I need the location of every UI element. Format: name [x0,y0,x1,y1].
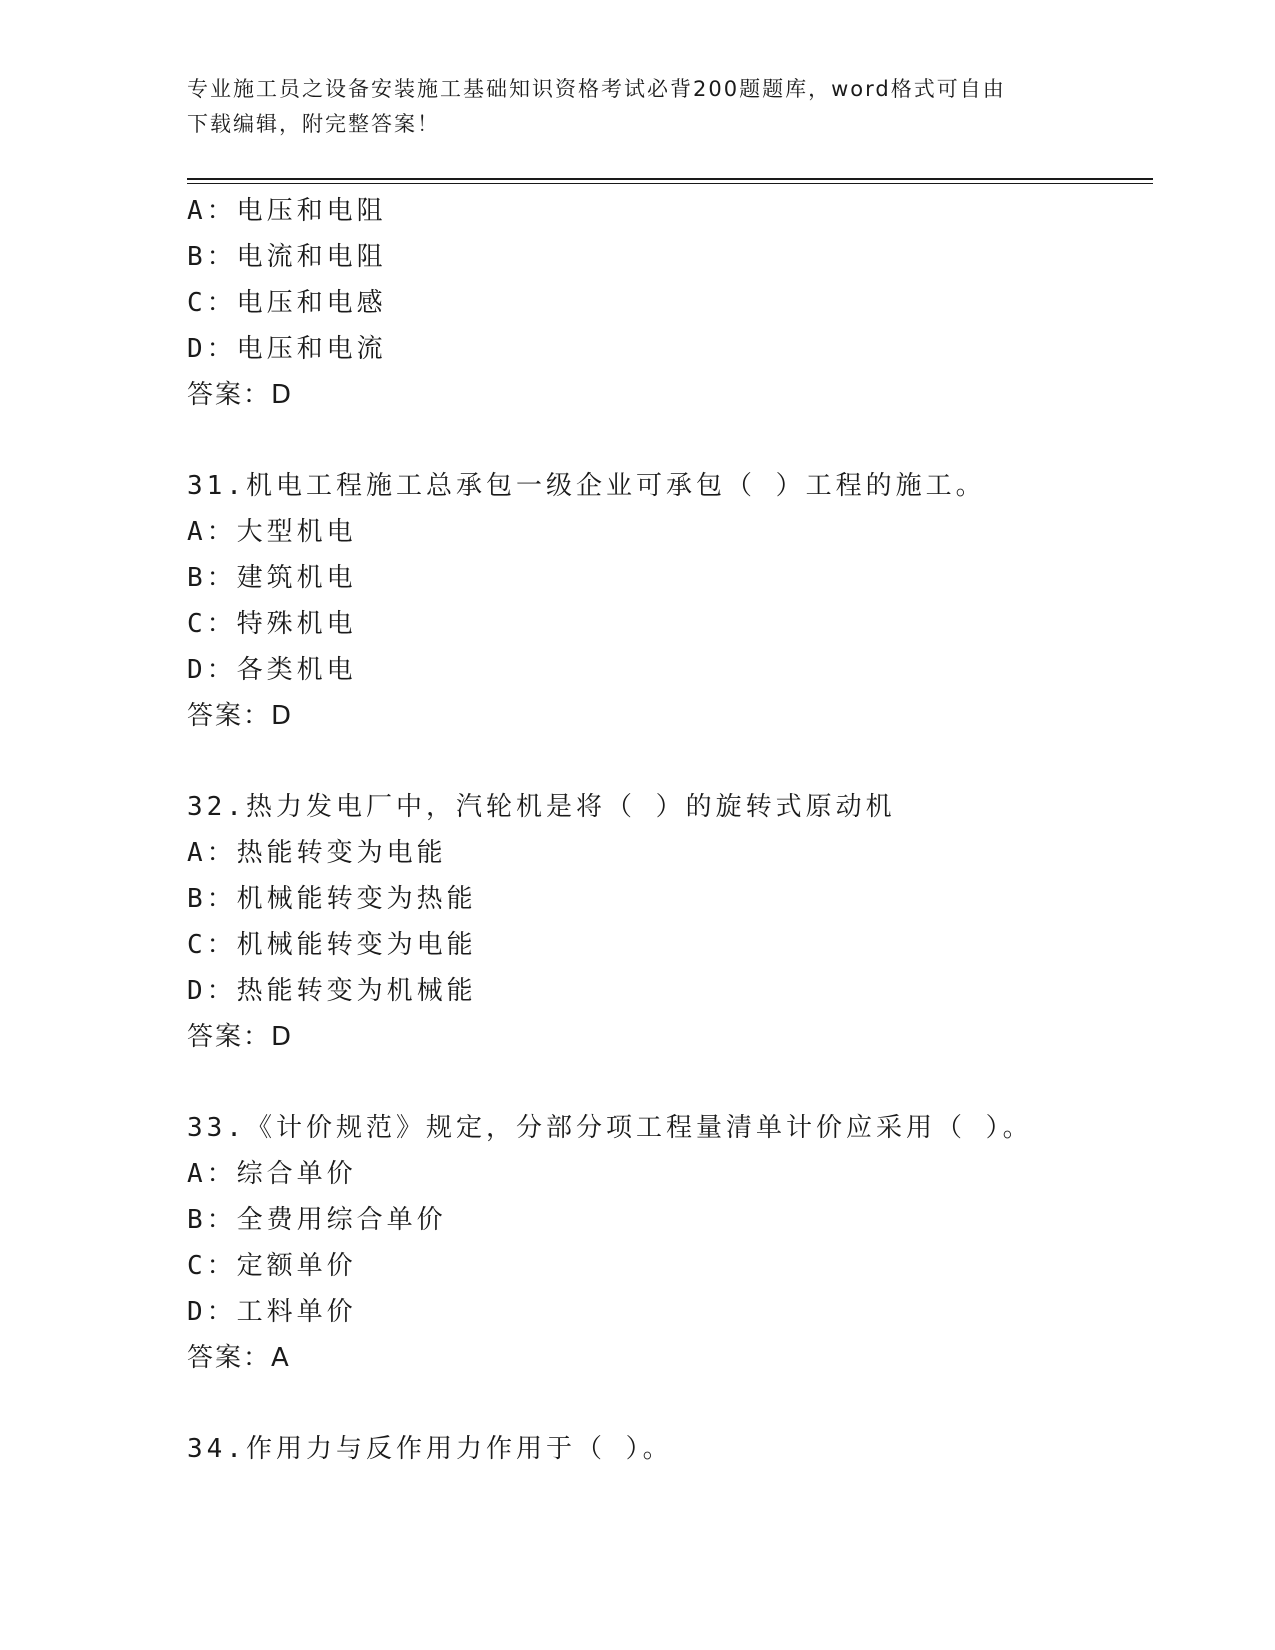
header-divider-top [187,178,1153,180]
option-c: C：电压和电感 [187,288,387,318]
question-stem: 32.热力发电厂中，汽轮机是将（ ）的旋转式原动机 [187,792,896,822]
option-b: B：建筑机电 [187,563,357,593]
document-header [187,72,1077,142]
answer-line: 答案：A [187,1343,291,1373]
option-a: A：热能转变为电能 [187,838,447,868]
option-a: A：综合单价 [187,1159,357,1189]
header-divider-bottom [187,183,1153,184]
option-d: D：各类机电 [187,655,357,685]
question-stem: 34.作用力与反作用力作用于（ ）。 [187,1434,673,1464]
option-a: A：大型机电 [187,517,357,547]
answer-line: 答案：D [187,380,294,410]
header-line-2: 下载编辑，附完整答案！ [187,112,440,136]
question-stem: 31.机电工程施工总承包一级企业可承包（ ）工程的施工。 [187,471,986,501]
option-b: B：电流和电阻 [187,242,387,272]
question-block-31 [187,463,1153,739]
question-stem: 33.《计价规范》规定，分部分项工程量清单计价应采用（ ）。 [187,1113,1033,1143]
question-block-33 [187,1105,1153,1381]
option-c: C：特殊机电 [187,609,357,639]
option-d: D：电压和电流 [187,334,387,364]
option-b: B：全费用综合单价 [187,1205,447,1235]
option-d: D：工料单价 [187,1297,357,1327]
option-c: C：定额单价 [187,1251,357,1281]
answer-line: 答案：D [187,1022,294,1052]
option-c: C：机械能转变为电能 [187,930,477,960]
option-a: A：电压和电阻 [187,196,387,226]
question-block-30 [187,188,1153,418]
question-list [187,188,1153,1472]
option-b: B：机械能转变为热能 [187,884,477,914]
header-line-1: 专业施工员之设备安装施工基础知识资格考试必背200题题库，word格式可自由 [187,77,1006,101]
answer-line: 答案：D [187,701,294,731]
option-d: D：热能转变为机械能 [187,976,477,1006]
question-block-34 [187,1426,1153,1472]
question-block-32 [187,784,1153,1060]
